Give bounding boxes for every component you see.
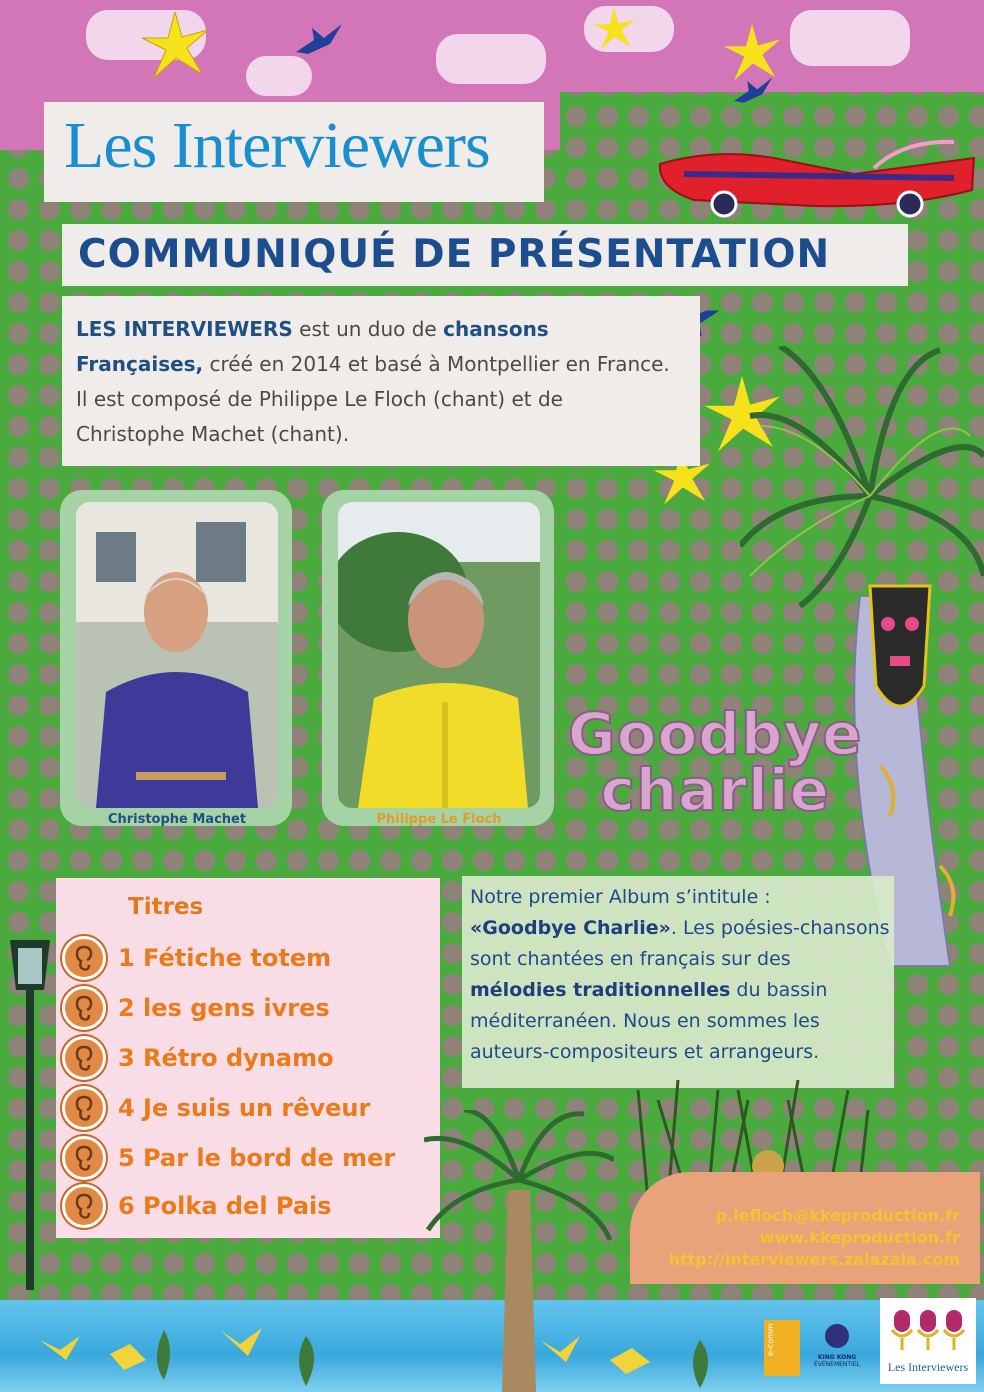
track-item bbox=[62, 1086, 370, 1130]
album-art-title bbox=[568, 700, 863, 824]
album-description bbox=[470, 882, 890, 1068]
street-lamp-illustration bbox=[0, 930, 60, 1290]
track-title: 5 Par le bord de mer bbox=[118, 1144, 396, 1172]
gorilla-icon bbox=[822, 1322, 852, 1350]
ear-icon bbox=[62, 936, 106, 980]
kingkong-logo-line1: KING KONG bbox=[817, 1354, 857, 1361]
cloud-shape bbox=[246, 56, 312, 96]
album-style: mélodies traditionnelles bbox=[470, 979, 731, 1001]
track-item bbox=[62, 1184, 332, 1228]
ecomm-logo-text: e-comm bbox=[766, 1323, 775, 1356]
kingkong-logo bbox=[806, 1322, 868, 1372]
microphone-icon bbox=[888, 1304, 968, 1354]
intro-paragraph bbox=[76, 312, 676, 452]
contact-website[interactable]: www.kkeproduction.fr bbox=[759, 1228, 960, 1247]
track-item bbox=[62, 986, 330, 1030]
star-icon bbox=[592, 8, 636, 52]
album-text-3: du bassin méditerranéen. Nous en sommes les auteurs-compositeurs et arrangeurs. bbox=[470, 979, 828, 1063]
track-list-heading: Titres bbox=[128, 894, 204, 920]
contact-email[interactable]: p.lefloch@kkeproduction.fr bbox=[715, 1206, 960, 1225]
photo-christophe-machet bbox=[76, 502, 278, 808]
track-title: 4 Je suis un rêveur bbox=[118, 1094, 371, 1122]
ecomm-logo bbox=[764, 1320, 800, 1376]
track-title: 6 Polka del Pais bbox=[118, 1192, 332, 1220]
kingkong-logo-line2: ÉVÉNEMENTIEL bbox=[814, 1361, 860, 1368]
page-subtitle: COMMUNIQUÉ DE PRÉSENTATION bbox=[78, 232, 831, 277]
page-title: Les Interviewers bbox=[64, 109, 490, 182]
red-car-illustration bbox=[654, 134, 980, 222]
album-name: «Goodbye Charlie» bbox=[470, 917, 671, 939]
track-item bbox=[62, 1036, 334, 1080]
photo-caption-philippe: Philippe Le Floch bbox=[376, 812, 502, 827]
ear-icon bbox=[62, 1036, 106, 1080]
intro-genre: chansons Françaises, bbox=[76, 317, 549, 376]
track-item bbox=[62, 936, 331, 980]
star-icon bbox=[140, 12, 210, 82]
album-text-1: Notre premier Album s’intitule : bbox=[470, 886, 771, 908]
photo-philippe-le-floch bbox=[338, 502, 540, 808]
small-palm-illustration bbox=[424, 1110, 614, 1392]
intro-text-2: créé en 2014 et basé à Montpellier en France. Il est composé de Philippe Le Floch (chant) et de Christophe Machet (chant). bbox=[76, 352, 670, 446]
star-icon bbox=[722, 24, 782, 84]
cloud-shape bbox=[436, 34, 546, 84]
bird-icon bbox=[730, 76, 776, 106]
intro-text-1: est un duo de bbox=[292, 317, 444, 341]
track-item bbox=[62, 1136, 395, 1180]
ear-icon bbox=[62, 1184, 106, 1228]
album-text-2: . Les poésies-chansons sont chantées en français sur des bbox=[470, 917, 890, 970]
ear-icon bbox=[62, 1086, 106, 1130]
cloud-shape bbox=[790, 10, 910, 66]
contact-url[interactable]: http://interviewers.zalazala.com bbox=[668, 1250, 960, 1269]
track-title: 3 Rétro dynamo bbox=[118, 1044, 334, 1072]
track-title: 2 les gens ivres bbox=[118, 994, 330, 1022]
ear-icon bbox=[62, 1136, 106, 1180]
bird-icon bbox=[294, 22, 344, 58]
band-logo-text: Les Interviewers bbox=[887, 1360, 969, 1374]
album-art-title-line2: charlie bbox=[600, 756, 830, 824]
band-logo bbox=[880, 1298, 976, 1384]
album-art-title-line1: Goodbye bbox=[568, 700, 863, 768]
intro-band-name: LES INTERVIEWERS bbox=[76, 317, 293, 341]
ear-icon bbox=[62, 986, 106, 1030]
track-title: 1 Fétiche totem bbox=[118, 944, 332, 972]
photo-caption-christophe: Christophe Machet bbox=[107, 812, 247, 827]
